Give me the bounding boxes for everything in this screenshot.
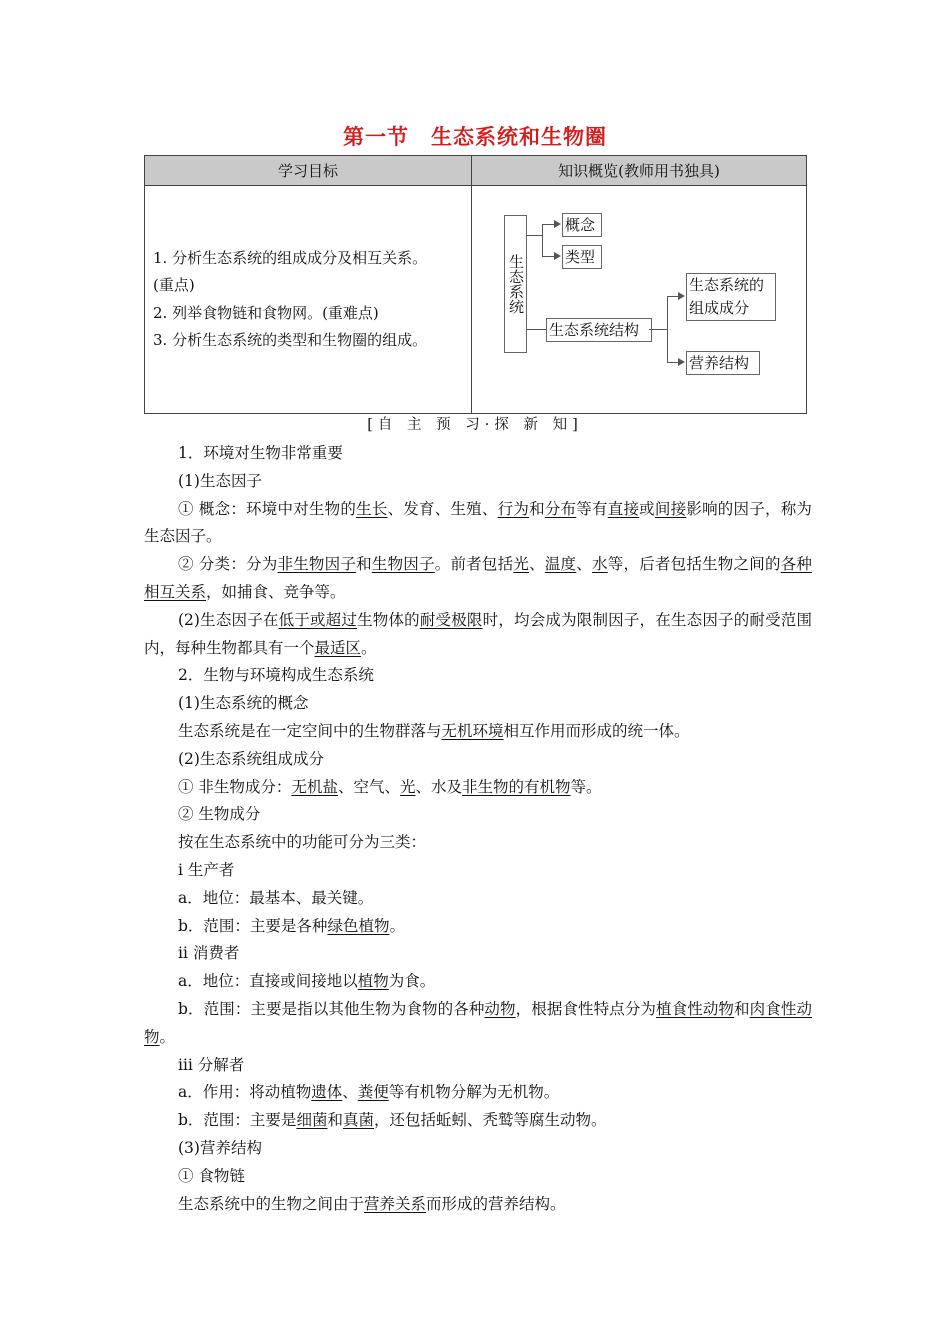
section-subheading: [自 主 预 习·探 新 知] bbox=[367, 417, 583, 433]
map-root-box: 生态系统 bbox=[504, 215, 527, 353]
paragraph: ② 分类：分为非生物因子和生物因子。前者包括光、温度、水等，后者包括生物之间的各种相互关系，如捕食、竞争等。 bbox=[144, 555, 812, 601]
map-connector bbox=[667, 296, 668, 362]
map-connector bbox=[649, 329, 667, 330]
page-title: 第一节 生态系统和生物圈 bbox=[343, 125, 607, 149]
map-structure-box: 生态系统结构 bbox=[546, 318, 652, 342]
list-item: a．作用：将动植物遗体、粪便等有机物分解为无机物。 bbox=[178, 1083, 560, 1102]
paragraph: 生态系统是在一定空间中的生物群落与无机环境相互作用而形成的统一体。 bbox=[178, 721, 690, 740]
objectives-table bbox=[144, 155, 807, 414]
paragraph: ① 食物链 bbox=[178, 1166, 245, 1185]
goal-item: 2. 列举食物链和食物网。(重难点) bbox=[153, 303, 379, 322]
map-nutrition-box: 营养结构 bbox=[686, 351, 760, 375]
list-item: b．范围：主要是指以其他生物为食物的各种动物，根据食性特点分为植食性动物和肉食性动物。 bbox=[144, 999, 812, 1046]
section-title: 2．生物与环境构成生态系统 bbox=[178, 666, 374, 685]
header-knowledge-overview: 知识概览(教师用书独具) bbox=[472, 156, 807, 186]
section-title: 1．环境对生物非常重要 bbox=[178, 444, 343, 462]
paragraph: ① 概念：环境中对生物的生长、发育、生殖、行为和分布等有直接或间接影响的因子，称为生态因子。 bbox=[144, 499, 812, 546]
arrow-icon bbox=[554, 252, 561, 260]
subsection-title: (1)生态因子 bbox=[178, 471, 262, 490]
paragraph: ② 生物成分 bbox=[178, 805, 261, 824]
paragraph: (2)生态因子在低于或超过生物体的耐受极限时，均会成为限制因子，在生态因子的耐受范围内，每种生物都具有一个最适区。 bbox=[144, 610, 812, 657]
list-item: b．范围：主要是各种绿色植物。 bbox=[178, 916, 405, 935]
map-components-box bbox=[686, 273, 776, 321]
map-connector bbox=[526, 329, 546, 330]
list-heading: ⅱ 消费者 bbox=[178, 944, 240, 963]
map-concept-box: 概念 bbox=[562, 213, 602, 237]
map-components-line: 生态系统的 bbox=[689, 276, 765, 294]
subsection-title: (3)营养结构 bbox=[178, 1138, 262, 1157]
map-connector bbox=[542, 224, 543, 256]
list-item: a．地位：最基本、最关键。 bbox=[178, 888, 374, 907]
goal-item: (重点) bbox=[153, 276, 195, 294]
subsection-title: (2)生态系统组成成分 bbox=[178, 749, 324, 768]
list-heading: ⅰ 生产者 bbox=[178, 860, 235, 879]
arrow-icon bbox=[554, 220, 561, 228]
map-type-box: 类型 bbox=[562, 245, 602, 269]
paragraph: 生态系统中的生物之间由于营养关系而形成的营养结构。 bbox=[178, 1194, 566, 1213]
learning-goals-cell bbox=[145, 186, 472, 414]
list-item: b．范围：主要是细菌和真菌，还包括蚯蚓、秃鹫等腐生动物。 bbox=[178, 1111, 607, 1130]
goal-item: 3. 分析生态系统的类型和生物圈的组成。 bbox=[153, 331, 428, 349]
map-components-line: 组成成分 bbox=[689, 299, 750, 317]
arrow-icon bbox=[678, 292, 685, 300]
goal-item: 1. 分析生态系统的组成成分及相互关系。 bbox=[153, 248, 428, 267]
arrow-icon bbox=[678, 358, 685, 366]
concept-map-cell bbox=[472, 186, 807, 414]
list-heading: ⅲ 分解者 bbox=[178, 1055, 245, 1074]
header-learning-goals: 学习目标 bbox=[145, 156, 472, 186]
paragraph: ① 非生物成分：无机盐、空气、光、水及非生物的有机物等。 bbox=[178, 777, 602, 796]
body-content bbox=[144, 440, 812, 1218]
paragraph: 按在生态系统中的功能可分为三类： bbox=[178, 833, 427, 852]
subsection-title: (1)生态系统的概念 bbox=[178, 694, 309, 713]
map-connector bbox=[526, 235, 542, 236]
list-item: a．地位：直接或间接地以植物为食。 bbox=[178, 972, 436, 991]
